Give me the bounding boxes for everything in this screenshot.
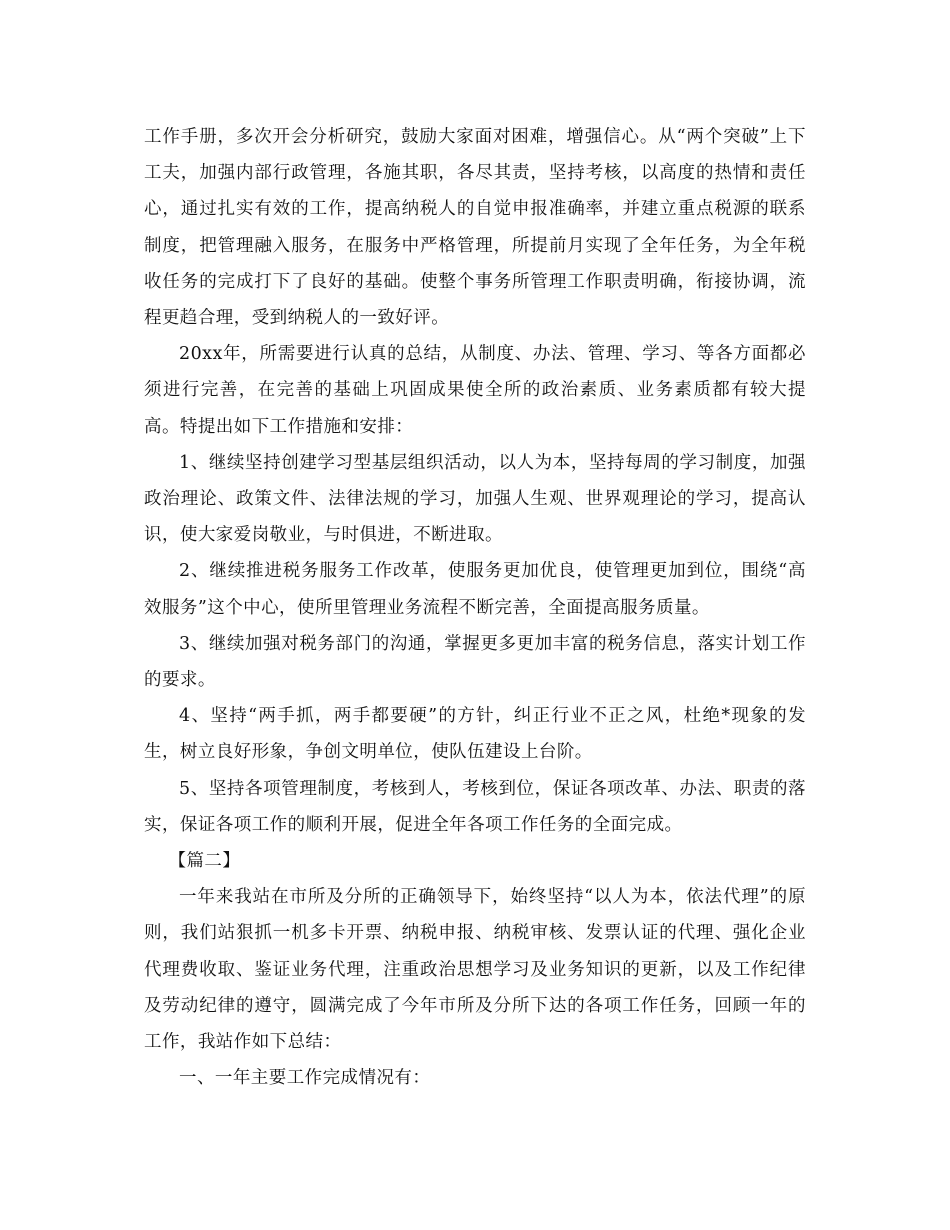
paragraph-item-3: 3、继续加强对税务部门的沟通，掌握更多更加丰富的税务信息，落实计划工作的要求。 (144, 633, 806, 691)
paragraph-item-1: 1、继续坚持创建学习型基层组织活动，以人为本，坚持每周的学习制度，加强政治理论、政策文件、法律法规的学习，加强人生观、世界观理论的学习，提高认识，使大家爱岗敬业，与时俱进，不断进取。 (144, 452, 806, 546)
paragraph-continuation: 工作手册，多次开会分析研究，鼓励大家面对困难，增强信心。从“两个突破”上下工夫，加强内部行政管理，各施其职，各尽其责，坚持考核，以高度的热情和责任心，通过扎实有效的工作，提高纳税人的自觉申报准确率，并建立重点税源的联系制度，把管理融入服务，在服务中严格管理，所提前月实现了全年任务，为全年税收任务的完成打下了良好的基础。使整个事务所管理工作职责明确，衔接协调，流程更趋合理，受到纳税人的一致好评。 (144, 127, 806, 329)
paragraph-summary-intro: 20xx年，所需要进行认真的总结，从制度、办法、管理、学习、等各方面都必须进行完善，在完善的基础上巩固成果使全所的政治素质、业务素质都有较大提高。特提出如下工作措施和安排： (144, 344, 806, 437)
paragraph-item-4: 4、坚持“两手抓，两手都要硬”的方针，纠正行业不正之风，杜绝*现象的发生，树立良好形象，争创文明单位，使队伍建设上台阶。 (144, 706, 806, 763)
paragraph-item-5: 5、坚持各项管理制度，考核到人，考核到位，保证各项改革、办法、职责的落实，保证各项工作的顺利开展，促进全年各项工作任务的全面完成。 (144, 778, 806, 835)
paragraph-item-2: 2、继续推进税务服务工作改革，使服务更加优良，使管理更加到位，围绕“高效服务”这个中心，使所里管理业务流程不断完善，全面提高服务质量。 (144, 561, 806, 618)
section-heading: 【篇二】 (168, 851, 241, 872)
paragraph-section-two-intro: 一年来我站在市所及分所的正确领导下，始终坚持“以人为本，依法代理”的原则，我们站狠抓一机多卡开票、纳税申报、纳税审核、发票认证的代理、强化企业代理费收取、鉴证业务代理，注重政治思想学习及业务知识的更新，以及工作纪律及劳动纪律的遵守，圆满完成了今年市所及分所下达的各项工作任务，回顾一年的工作，我站作如下总结： (144, 887, 806, 1053)
paragraph-subheading: 一、一年主要工作完成情况有： (179, 1068, 431, 1089)
document-body (144, 119, 806, 1096)
